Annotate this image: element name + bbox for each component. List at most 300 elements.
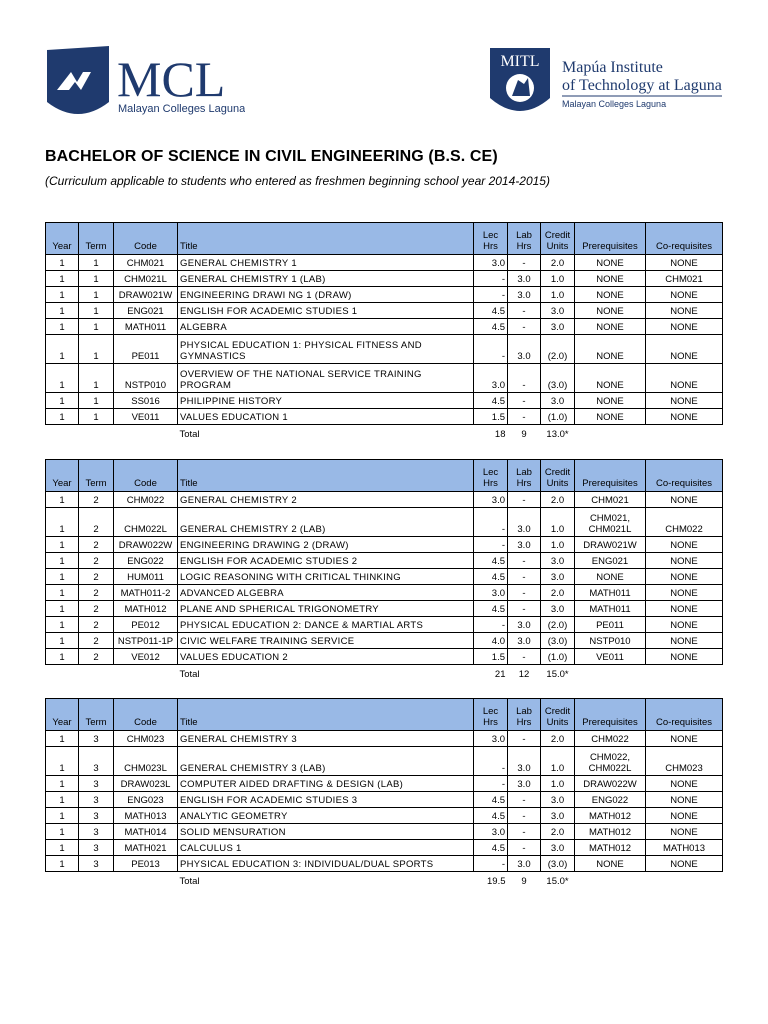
cell-year: 1 [46,319,79,335]
mitl-name-line2: of Technology at Laguna [562,77,722,94]
cell-title: GENERAL CHEMISTRY 1 (LAB) [178,271,474,287]
cell-year: 1 [46,776,79,792]
cell-credit: 1.0 [541,271,575,287]
col-code [114,699,178,731]
page-title: BACHELOR OF SCIENCE IN CIVIL ENGINEERING (B.S. CE) [45,148,498,165]
cell-code: ENG022 [114,553,178,569]
total-lab: 9 [521,429,527,440]
cell-title: COMPUTER AIDED DRAFTING & DESIGN (LAB) [178,776,474,792]
cell-term: 1 [79,255,114,271]
col-term [79,460,114,492]
col-credit-units-label: Credit [544,230,571,241]
col-lec-hrs-label: Lec [482,230,499,241]
cell-title: GENERAL CHEMISTRY 2 (LAB) [178,508,474,537]
term-table-3 [45,698,723,887]
table-row [46,508,723,537]
col-credit-units [541,699,575,731]
cell-pre: NONE [575,287,646,303]
col-prerequisites-label: Prerequisites [582,241,638,252]
cell-co: NONE [646,553,723,569]
cell-term: 2 [79,585,114,601]
cell-lab: 3.0 [508,856,541,872]
cell-year: 1 [46,633,79,649]
cell-lab: - [508,255,541,271]
cell-credit: 3.0 [541,792,575,808]
col-year-label: Year [52,717,72,728]
cell-code: DRAW022W [114,537,178,553]
cell-code: DRAW023L [114,776,178,792]
header-row [46,460,723,492]
cell-title: GENERAL CHEMISTRY 3 [178,731,474,747]
total-credit: 15.0* [546,876,569,887]
cell-title: ENGLISH FOR ACADEMIC STUDIES 1 [178,303,474,319]
cell-pre: MATH012 [575,840,646,856]
col-year [46,223,79,255]
mitl-abbr: MITL [500,53,540,70]
cell-lab: 3.0 [508,747,541,776]
cell-credit: (3.0) [541,856,575,872]
cell-term: 3 [79,840,114,856]
cell-pre: NSTP010 [575,633,646,649]
total-empty [575,425,646,441]
cell-credit: 3.0 [541,393,575,409]
mcl-abbr: MCL [117,51,226,107]
cell-term: 2 [79,569,114,585]
total-lec: 19.5 [487,876,506,887]
cell-co: NONE [646,393,723,409]
cell-lec: 4.5 [474,319,508,335]
cell-term: 2 [79,508,114,537]
cell-code: CHM022L [114,508,178,537]
cell-title: OVERVIEW OF THE NATIONAL SERVICE TRAINING PROGRAM [178,364,474,393]
table-row [46,569,723,585]
cell-co: CHM021 [646,271,723,287]
cell-pre: ENG021 [575,553,646,569]
cell-year: 1 [46,792,79,808]
cell-credit: 3.0 [541,601,575,617]
cell-lab: 3.0 [508,633,541,649]
col-lec-hrs-label: Hrs [483,478,498,489]
cell-year: 1 [46,303,79,319]
col-year [46,699,79,731]
cell-title: SOLID MENSURATION [178,824,474,840]
cell-co: NONE [646,537,723,553]
cell-credit: (1.0) [541,649,575,665]
col-lec-hrs-label: Hrs [483,241,498,252]
cell-year: 1 [46,553,79,569]
col-credit-units-label: Units [546,241,569,252]
cell-credit: 2.0 [541,255,575,271]
cell-lab: - [508,824,541,840]
table-row [46,601,723,617]
cell-co: NONE [646,649,723,665]
table-row [46,747,723,776]
total-empty [46,872,79,888]
col-prerequisites-label: Prerequisites [582,717,638,728]
cell-pre: MATH011 [575,601,646,617]
cell-co: NONE [646,808,723,824]
col-corequisites [646,699,723,731]
cell-code: NSTP011-1P [114,633,178,649]
cell-lab: - [508,808,541,824]
cell-pre: ENG022 [575,792,646,808]
total-empty [79,665,114,681]
cell-lab: 3.0 [508,537,541,553]
cell-credit: (3.0) [541,364,575,393]
cell-lec: 3.0 [474,492,508,508]
cell-title: ENGLISH FOR ACADEMIC STUDIES 2 [178,553,474,569]
cell-code: MATH021 [114,840,178,856]
cell-lec: - [474,271,508,287]
cell-title: VALUES EDUCATION 2 [178,649,474,665]
cell-lec: - [474,617,508,633]
cell-co: NONE [646,303,723,319]
cell-co: NONE [646,492,723,508]
col-lec-hrs-label: Lec [482,706,499,717]
col-lab-hrs [508,460,541,492]
total-empty [114,665,178,681]
cell-code: PE013 [114,856,178,872]
cell-term: 3 [79,856,114,872]
cell-credit: 1.0 [541,537,575,553]
cell-lab: - [508,553,541,569]
cell-lab: - [508,569,541,585]
cell-title: ADVANCED ALGEBRA [178,585,474,601]
col-code-label: Code [134,478,157,489]
col-code [114,223,178,255]
cell-term: 2 [79,601,114,617]
cell-title: ENGINEERING DRAWING 2 (DRAW) [178,537,474,553]
total-credit: 15.0* [546,669,569,680]
col-code-label: Code [134,241,157,252]
cell-credit: 2.0 [541,731,575,747]
cell-year: 1 [46,808,79,824]
cell-title: GENERAL CHEMISTRY 1 [178,255,474,271]
cell-credit: (3.0) [541,633,575,649]
col-year-label: Year [52,478,72,489]
cell-co: NONE [646,731,723,747]
cell-term: 1 [79,271,114,287]
total-lab: 9 [521,876,527,887]
col-title-label: Title [180,717,198,728]
cell-term: 1 [79,319,114,335]
col-prerequisites [575,223,646,255]
cell-lab: 3.0 [508,271,541,287]
header-row [46,223,723,255]
cell-term: 3 [79,776,114,792]
cell-year: 1 [46,824,79,840]
total-credit: 13.0* [546,429,569,440]
table-row [46,585,723,601]
mitl-seal-icon [488,44,728,124]
cell-lab: - [508,649,541,665]
cell-code: SS016 [114,393,178,409]
total-empty [646,425,723,441]
col-lec-hrs-label: Lec [482,467,499,478]
cell-lab: - [508,319,541,335]
cell-co: NONE [646,409,723,425]
cell-title: PHYSICAL EDUCATION 3: INDIVIDUAL/DUAL SPORTS [178,856,474,872]
cell-code: MATH011 [114,319,178,335]
cell-term: 2 [79,537,114,553]
total-lec: 21 [494,669,506,680]
cell-title: ALGEBRA [178,319,474,335]
mcl-shield-icon [45,44,245,124]
table-row [46,731,723,747]
cell-lec: 3.0 [474,364,508,393]
col-title [178,223,474,255]
cell-co: NONE [646,617,723,633]
cell-year: 1 [46,649,79,665]
cell-co: NONE [646,856,723,872]
cell-lab: - [508,792,541,808]
cell-credit: 2.0 [541,492,575,508]
cell-co: NONE [646,255,723,271]
total-row [46,665,723,681]
cell-pre: CHM022, CHM022L [575,747,646,776]
table-row [46,776,723,792]
cell-lec: 4.5 [474,601,508,617]
cell-code: PE011 [114,335,178,364]
cell-lec: 4.5 [474,303,508,319]
cell-title: GENERAL CHEMISTRY 3 (LAB) [178,747,474,776]
cell-code: ENG023 [114,792,178,808]
total-empty [575,665,646,681]
cell-credit: 3.0 [541,303,575,319]
col-lab-hrs [508,223,541,255]
total-label: Total [179,429,200,440]
cell-co: NONE [646,335,723,364]
cell-lab: - [508,393,541,409]
cell-code: VE011 [114,409,178,425]
total-empty [575,872,646,888]
term-table-2 [45,459,723,680]
mcl-name: Malayan Colleges Laguna [118,103,245,115]
cell-code: HUM011 [114,569,178,585]
col-title-label: Title [180,478,198,489]
header-row [46,699,723,731]
table-row [46,840,723,856]
cell-code: MATH014 [114,824,178,840]
col-lec-hrs-label: Hrs [483,717,498,728]
cell-co: NONE [646,633,723,649]
table-row [46,537,723,553]
table-row [46,409,723,425]
cell-year: 1 [46,393,79,409]
cell-co: NONE [646,287,723,303]
cell-pre: NONE [575,303,646,319]
cell-lec: 3.0 [474,824,508,840]
cell-lab: - [508,585,541,601]
cell-pre: NONE [575,409,646,425]
cell-year: 1 [46,508,79,537]
col-term-label: Term [85,241,107,252]
cell-credit: 2.0 [541,824,575,840]
cell-co: NONE [646,319,723,335]
cell-lec: 4.5 [474,569,508,585]
total-empty [646,872,723,888]
total-empty [46,665,79,681]
cell-year: 1 [46,569,79,585]
cell-lab: - [508,840,541,856]
cell-title: CALCULUS 1 [178,840,474,856]
cell-code: MATH013 [114,808,178,824]
total-empty [114,425,178,441]
col-corequisites-label: Co-requisites [656,717,712,728]
cell-title: ENGINEERING DRAWI NG 1 (DRAW) [178,287,474,303]
cell-code: VE012 [114,649,178,665]
table-row [46,649,723,665]
cell-year: 1 [46,617,79,633]
cell-lec: - [474,537,508,553]
cell-term: 2 [79,649,114,665]
cell-code: NSTP010 [114,364,178,393]
cell-year: 1 [46,492,79,508]
cell-credit: 1.0 [541,776,575,792]
col-corequisites [646,460,723,492]
cell-code: CHM023 [114,731,178,747]
cell-year: 1 [46,747,79,776]
cell-term: 1 [79,287,114,303]
cell-credit: 3.0 [541,569,575,585]
cell-lab: - [508,731,541,747]
col-corequisites-label: Co-requisites [656,241,712,252]
table-row [46,617,723,633]
cell-title: ANALYTIC GEOMETRY [178,808,474,824]
table-row [46,824,723,840]
total-empty [646,665,723,681]
cell-code: CHM023L [114,747,178,776]
cell-code: CHM021 [114,255,178,271]
cell-term: 3 [79,731,114,747]
cell-pre: NONE [575,271,646,287]
cell-co: NONE [646,824,723,840]
cell-title: CIVIC WELFARE TRAINING SERVICE [178,633,474,649]
cell-pre: NONE [575,569,646,585]
cell-term: 3 [79,808,114,824]
cell-year: 1 [46,364,79,393]
cell-co: NONE [646,601,723,617]
cell-lec: 1.5 [474,409,508,425]
cell-year: 1 [46,271,79,287]
cell-lab: 3.0 [508,617,541,633]
cell-pre: NONE [575,364,646,393]
col-corequisites-label: Co-requisites [656,478,712,489]
col-term [79,699,114,731]
cell-title: ENGLISH FOR ACADEMIC STUDIES 3 [178,792,474,808]
table-row [46,364,723,393]
cell-lec: 4.5 [474,840,508,856]
mitl-sub: Malayan Colleges Laguna [562,99,667,109]
cell-code: CHM021L [114,271,178,287]
cell-credit: 3.0 [541,319,575,335]
col-credit-units-label: Credit [544,706,571,717]
total-lec: 18 [494,429,506,440]
cell-pre: MATH012 [575,824,646,840]
cell-lec: 4.5 [474,393,508,409]
cell-credit: (2.0) [541,617,575,633]
cell-code: PE012 [114,617,178,633]
cell-co: MATH013 [646,840,723,856]
cell-co: NONE [646,569,723,585]
total-empty [79,425,114,441]
cell-lab: - [508,601,541,617]
cell-year: 1 [46,585,79,601]
mitl-logo [488,44,728,124]
col-term-label: Term [85,717,107,728]
col-lab-hrs-label: Lab [516,230,532,241]
cell-lab: - [508,303,541,319]
cell-lec: - [474,335,508,364]
cell-co: NONE [646,792,723,808]
cell-pre: CHM021, CHM021L [575,508,646,537]
cell-term: 1 [79,393,114,409]
cell-code: DRAW021W [114,287,178,303]
col-lec-hrs [474,699,508,731]
cell-term: 1 [79,335,114,364]
total-label: Total [179,876,200,887]
cell-pre: VE011 [575,649,646,665]
cell-credit: (2.0) [541,335,575,364]
cell-pre: DRAW021W [575,537,646,553]
col-code-label: Code [134,717,157,728]
cell-title: PLANE AND SPHERICAL TRIGONOMETRY [178,601,474,617]
table-row [46,808,723,824]
cell-pre: CHM021 [575,492,646,508]
col-lec-hrs [474,460,508,492]
table-row [46,633,723,649]
table-row [46,335,723,364]
cell-lab: 3.0 [508,776,541,792]
term-table-1 [45,222,723,440]
cell-term: 3 [79,792,114,808]
cell-lec: 4.0 [474,633,508,649]
cell-credit: (1.0) [541,409,575,425]
cell-term: 2 [79,553,114,569]
col-lab-hrs [508,699,541,731]
table-row [46,856,723,872]
cell-code: MATH011-2 [114,585,178,601]
cell-lec: 4.5 [474,553,508,569]
table-row [46,287,723,303]
cell-pre: NONE [575,856,646,872]
cell-lab: - [508,492,541,508]
cell-lec: - [474,776,508,792]
cell-term: 2 [79,633,114,649]
table-row [46,271,723,287]
cell-title: PHILIPPINE HISTORY [178,393,474,409]
cell-credit: 2.0 [541,585,575,601]
cell-term: 1 [79,364,114,393]
cell-year: 1 [46,856,79,872]
table-row [46,492,723,508]
cell-pre: NONE [575,393,646,409]
table-row [46,553,723,569]
col-term-label: Term [85,478,107,489]
col-lab-hrs-label: Lab [516,706,532,717]
cell-year: 1 [46,840,79,856]
table-row [46,255,723,271]
col-prerequisites [575,699,646,731]
cell-title: LOGIC REASONING WITH CRITICAL THINKING [178,569,474,585]
col-lab-hrs-label: Hrs [516,717,532,728]
cell-lec: 3.0 [474,255,508,271]
cell-credit: 3.0 [541,840,575,856]
cell-code: ENG021 [114,303,178,319]
col-credit-units [541,460,575,492]
cell-co: NONE [646,776,723,792]
col-code [114,460,178,492]
